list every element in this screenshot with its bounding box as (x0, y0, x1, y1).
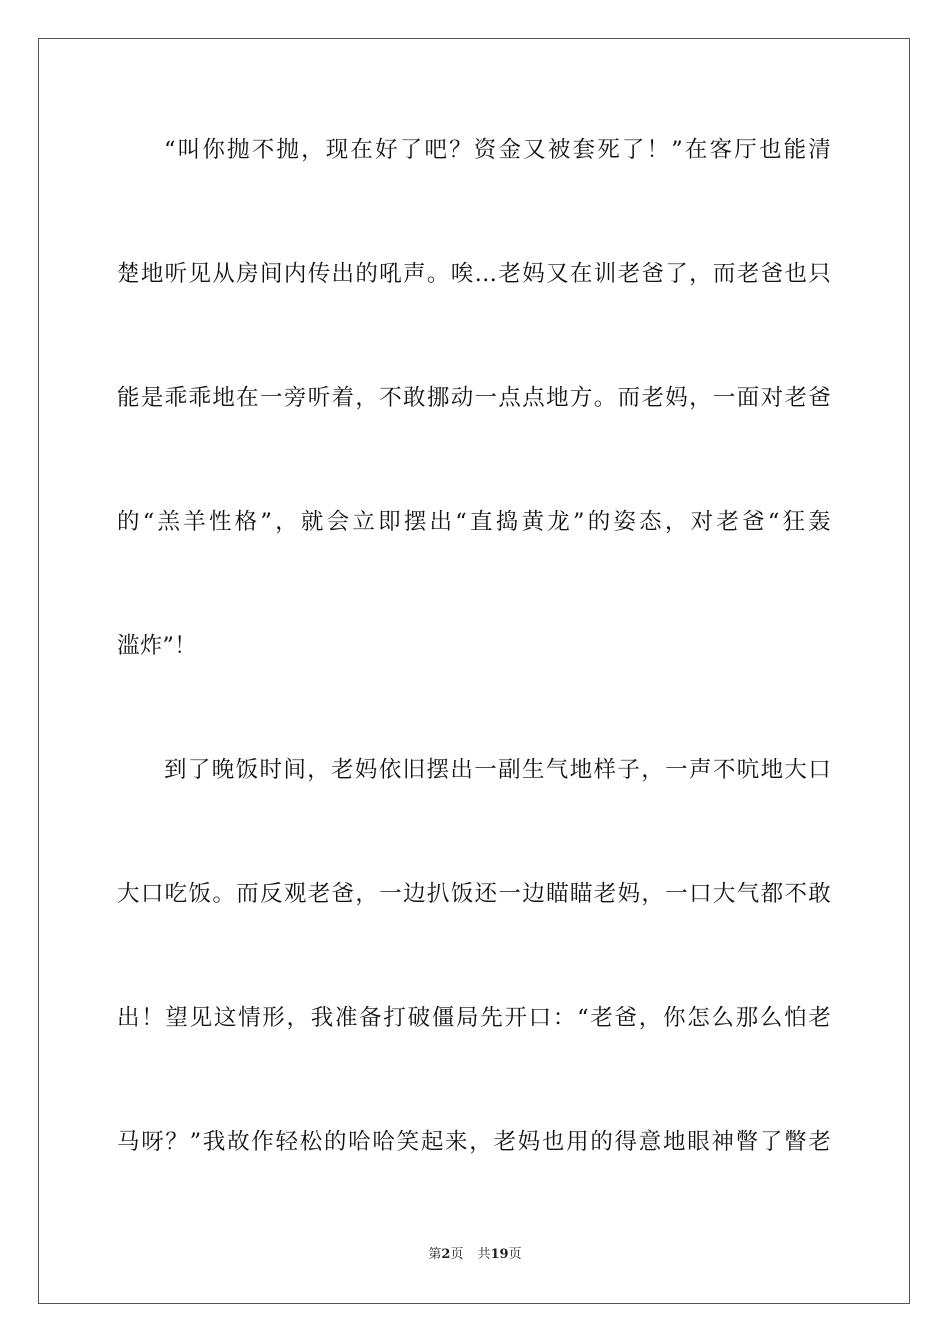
total-prefix: 共 (477, 1247, 491, 1262)
text-line-4: 的“羔羊性格”，就会立即摆出“直捣黄龙”的姿态，对老爸“狂轰 (117, 509, 831, 535)
text-line-7: 大口吃饭。而反观老爸，一边扒饭还一边瞄瞄老妈，一口大气都不敢 (117, 881, 831, 907)
page-number: 2 (441, 1247, 451, 1262)
text-line-9: 马呀？”我故作轻松的哈哈笑起来，老妈也用的得意地眼神瞥了瞥老 (117, 1129, 831, 1155)
total-pages: 19 (490, 1247, 509, 1262)
page-frame (38, 38, 910, 1304)
text-line-3: 能是乖乖地在一旁听着，不敢挪动一点点地方。而老妈，一面对老爸 (117, 385, 831, 411)
text-line-6: 到了晚饭时间，老妈依旧摆出一副生气地样子，一声不吭地大口 (164, 757, 831, 783)
text-line-1: “叫你抛不抛，现在好了吧？资金又被套死了！”在客厅也能清 (164, 137, 831, 163)
text-line-8: 出！望见这情形，我准备打破僵局先开口：“老爸，你怎么那么怕老 (117, 1005, 831, 1031)
page-footer (0, 1246, 950, 1264)
text-line-2: 楚地听见从房间内传出的吼声。唉…老妈又在训老爸了，而老爸也只 (117, 261, 831, 287)
page-suffix: 页 (450, 1247, 464, 1262)
total-suffix: 页 (508, 1247, 522, 1262)
page-prefix: 第 (428, 1247, 442, 1262)
text-line-5: 滥炸”！ (117, 633, 197, 659)
